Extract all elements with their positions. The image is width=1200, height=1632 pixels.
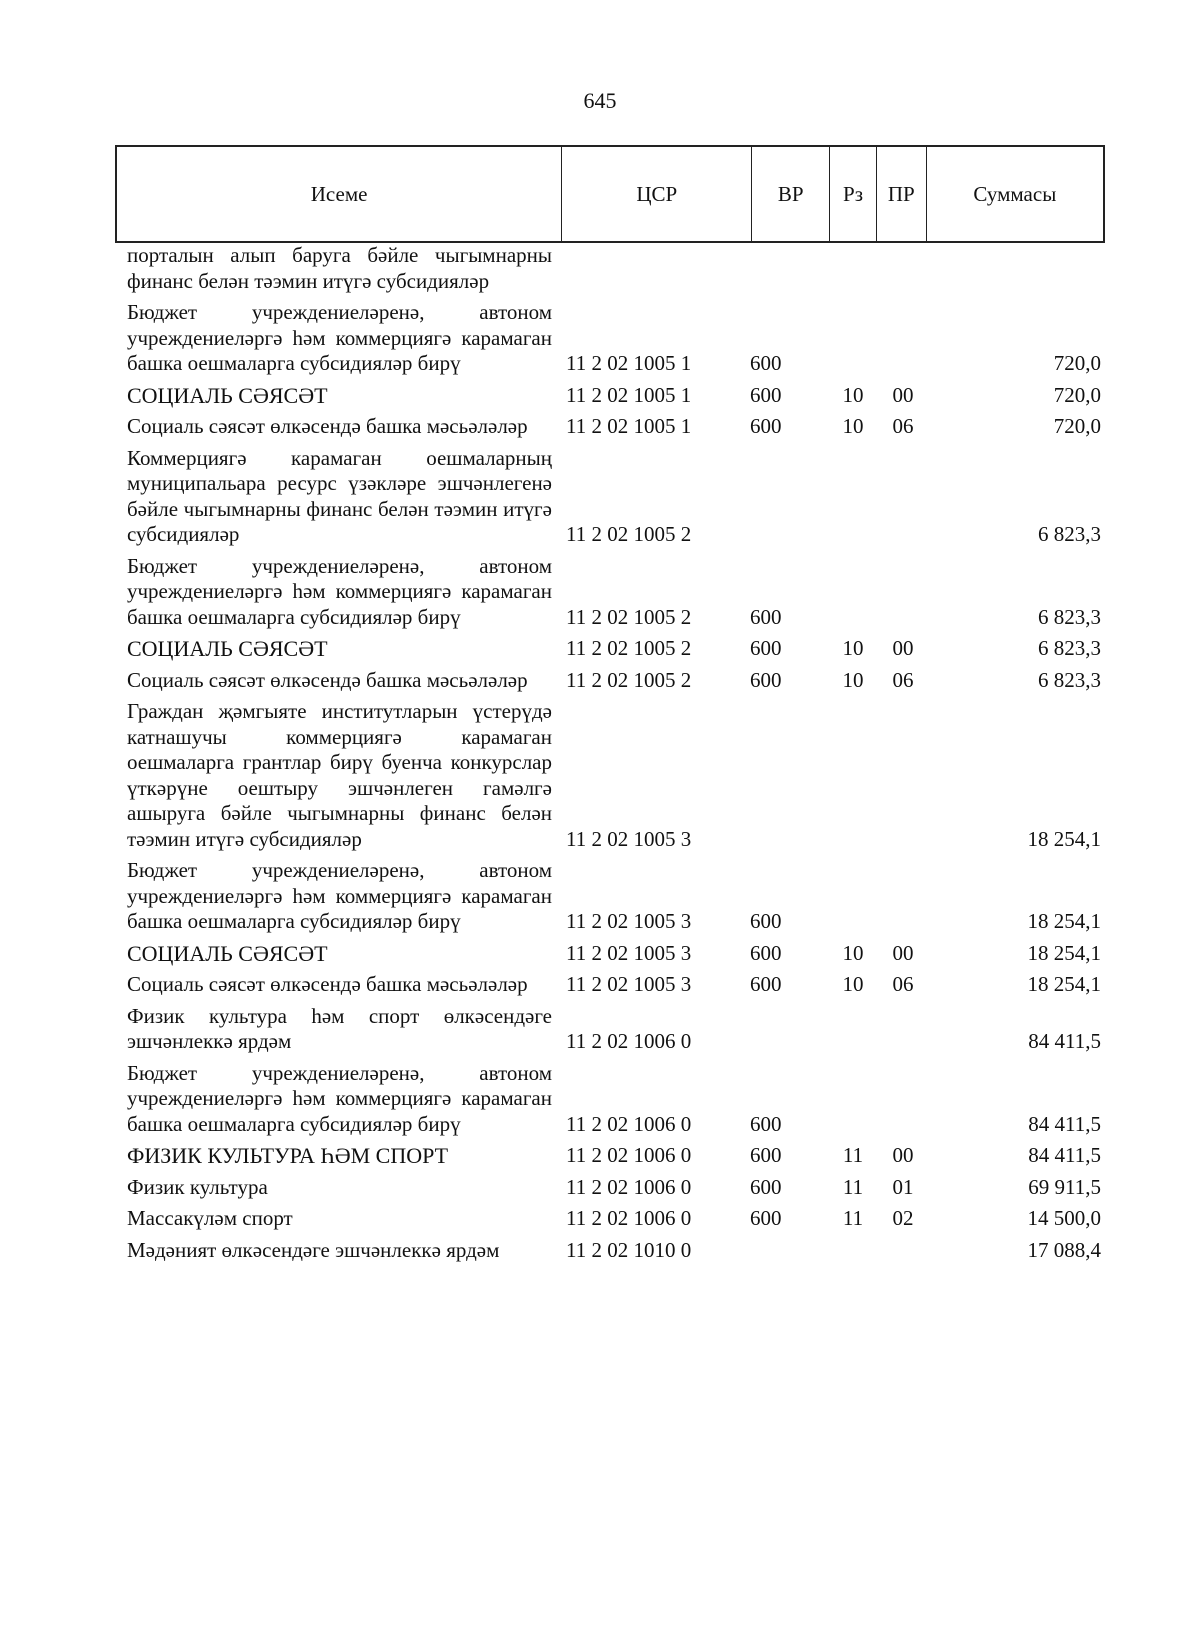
cell-csr: 11 2 02 1005 2 [566,636,692,660]
table-row [115,1004,1105,1055]
cell-name: порталын алып баруга бәйле чыгымнарны финанс белән тәэмин итүгә субсидияләр [127,243,552,293]
cell-pr: 06 [892,414,914,438]
cell-pr: 06 [892,972,914,996]
cell-name: Массакүләм спорт [127,1206,293,1230]
cell-csr: 11 2 02 1010 0 [566,1237,692,1262]
cell-vr: 600 [750,972,782,996]
cell-rz: 11 [842,1206,864,1230]
table-row [115,414,1105,440]
cell-vr: 600 [750,351,782,375]
header-csr: ЦСР [562,147,752,241]
table-row [115,636,1105,662]
cell-csr: 11 2 02 1005 1 [566,414,692,438]
table-row [115,446,1105,548]
header-vr: ВР [752,147,830,241]
cell-csr: 11 2 02 1005 3 [566,940,692,965]
table-row [115,1238,1105,1264]
cell-rz: 10 [842,940,864,965]
cell-sum: 720,0 [1053,351,1101,375]
cell-sum: 720,0 [1053,382,1101,407]
table-row [115,1061,1105,1138]
cell-pr: 00 [892,940,914,965]
cell-vr: 600 [750,909,782,933]
cell-sum: 84 411,5 [1028,1029,1101,1053]
table-row [115,668,1105,694]
cell-sum: 18 254,1 [1027,826,1101,851]
cell-csr: 11 2 02 1005 2 [566,604,692,629]
cell-vr: 600 [750,1174,782,1199]
cell-csr: 11 2 02 1005 3 [566,972,692,996]
cell-csr: 11 2 02 1006 0 [566,1029,692,1053]
cell-csr: 11 2 02 1005 2 [566,522,692,546]
cell-sum: 6 823,3 [1038,636,1101,660]
cell-sum: 6 823,3 [1038,522,1101,546]
cell-rz: 11 [842,1174,864,1199]
header-rz: Рз [830,147,877,241]
cell-sum: 69 911,5 [1028,1174,1101,1199]
cell-csr: 11 2 02 1006 0 [566,1111,692,1136]
cell-name: Граждан җәмгыяте институтларын үстерүдә катнашучы коммерциягә карамаган оешмаларга грантлар бирү буенча конкурслар үткәрүне оештыру эшчәнлеген гамәлгә ашыруга бәйле чыгымнарны финанс белән тәэмин итүгә субсидияләр [127,699,552,851]
cell-vr: 600 [750,382,782,407]
cell-vr: 600 [750,667,782,692]
cell-csr: 11 2 02 1005 3 [566,909,692,933]
cell-sum: 17 088,4 [1027,1237,1101,1262]
cell-rz: 10 [842,382,864,407]
table-row [115,941,1105,967]
table-row [115,383,1105,409]
table-row [115,1206,1105,1232]
cell-csr: 11 2 02 1005 3 [566,826,692,851]
header-sum: Суммасы [973,181,1057,206]
cell-csr: 11 2 02 1005 2 [566,667,692,692]
table-row [115,243,1105,294]
cell-csr: 11 2 02 1006 0 [566,1174,692,1199]
cell-csr: 11 2 02 1006 0 [566,1206,692,1230]
page-number: 645 [583,88,617,113]
cell-name: Бюджет учреждениеләренә, автоном учреждениеләргә һәм коммерциягә карамаган башка оешмаларга субсидияләр бирү [127,858,552,933]
cell-vr: 600 [750,940,782,965]
cell-name: Социаль сәясәт өлкәсендә башка мәсьәләләр [127,972,528,996]
cell-sum: 720,0 [1053,414,1101,438]
header-name: Исеме [117,147,562,241]
cell-vr: 600 [750,604,782,629]
cell-sum: 6 823,3 [1038,604,1101,629]
table-row [115,1175,1105,1201]
cell-rz: 10 [842,636,864,660]
cell-name: Бюджет учреждениеләренә, автоном учреждениеләргә һәм коммерциягә карамаган башка оешмаларга субсидияләр бирү [127,300,552,375]
cell-name: Мәдәният өлкәсендәге эшчәнлеккә ярдәм [127,1237,500,1262]
cell-vr: 600 [750,1206,782,1230]
cell-name: Социаль сәясәт өлкәсендә башка мәсьәләләр [127,667,528,692]
cell-pr: 00 [892,636,914,660]
cell-name: Физик культура [127,1174,268,1199]
cell-sum: 18 254,1 [1027,972,1101,996]
table-row [115,1143,1105,1169]
cell-rz: 10 [842,972,864,996]
cell-pr: 00 [892,1143,914,1167]
cell-name: Бюджет учреждениеләренә, автоном учреждениеләргә һәм коммерциягә карамаган башка оешмаларга субсидияләр бирү [127,553,552,629]
cell-sum: 14 500,0 [1027,1206,1101,1230]
cell-name: Бюджет учреждениеләренә, автоном учреждениеләргә һәм коммерциягә карамаган башка оешмаларга субсидияләр бирү [127,1060,552,1136]
cell-csr: 11 2 02 1006 0 [566,1143,692,1167]
header-pr: ПР [877,147,927,241]
cell-sum: 84 411,5 [1028,1111,1101,1136]
table-row [115,300,1105,377]
cell-pr: 01 [892,1174,914,1199]
table-row [115,858,1105,935]
cell-name: СОЦИАЛЬ СӘЯСӘТ [127,382,328,408]
cell-sum: 18 254,1 [1027,940,1101,965]
cell-name: ФИЗИК КУЛЬТУРА ҺӘМ СПОРТ [127,1143,449,1168]
cell-sum: 6 823,3 [1038,667,1101,692]
table-row [115,554,1105,631]
cell-csr: 11 2 02 1005 1 [566,351,692,375]
table-row [115,699,1105,852]
cell-name: СОЦИАЛЬ СӘЯСӘТ [127,940,328,966]
cell-vr: 600 [750,1111,782,1136]
cell-name: Социаль сәясәт өлкәсендә башка мәсьәләләр [127,414,528,438]
table-row [115,972,1105,998]
cell-csr: 11 2 02 1005 1 [566,382,692,407]
cell-name: Физик культура һәм спорт өлкәсендәге эшчәнлеккә ярдәм [127,1003,552,1053]
cell-pr: 00 [892,382,914,407]
cell-rz: 10 [842,414,864,438]
cell-sum: 84 411,5 [1028,1143,1101,1167]
cell-pr: 06 [892,667,914,692]
table-body [115,243,1105,1269]
cell-rz: 11 [842,1143,864,1167]
cell-sum: 18 254,1 [1027,909,1101,933]
cell-vr: 600 [750,414,782,438]
cell-vr: 600 [750,636,782,660]
cell-pr: 02 [892,1206,914,1230]
table-header [115,145,1105,243]
cell-name: Коммерциягә карамаган оешмаларның муниципальара ресурс үзәкләре эшчәнлегенә бәйле чыгымнарны финанс белән тәэмин итүгә субсидияләр [127,445,552,546]
cell-name: СОЦИАЛЬ СӘЯСӘТ [127,636,328,661]
cell-rz: 10 [842,667,864,692]
cell-vr: 600 [750,1143,782,1167]
